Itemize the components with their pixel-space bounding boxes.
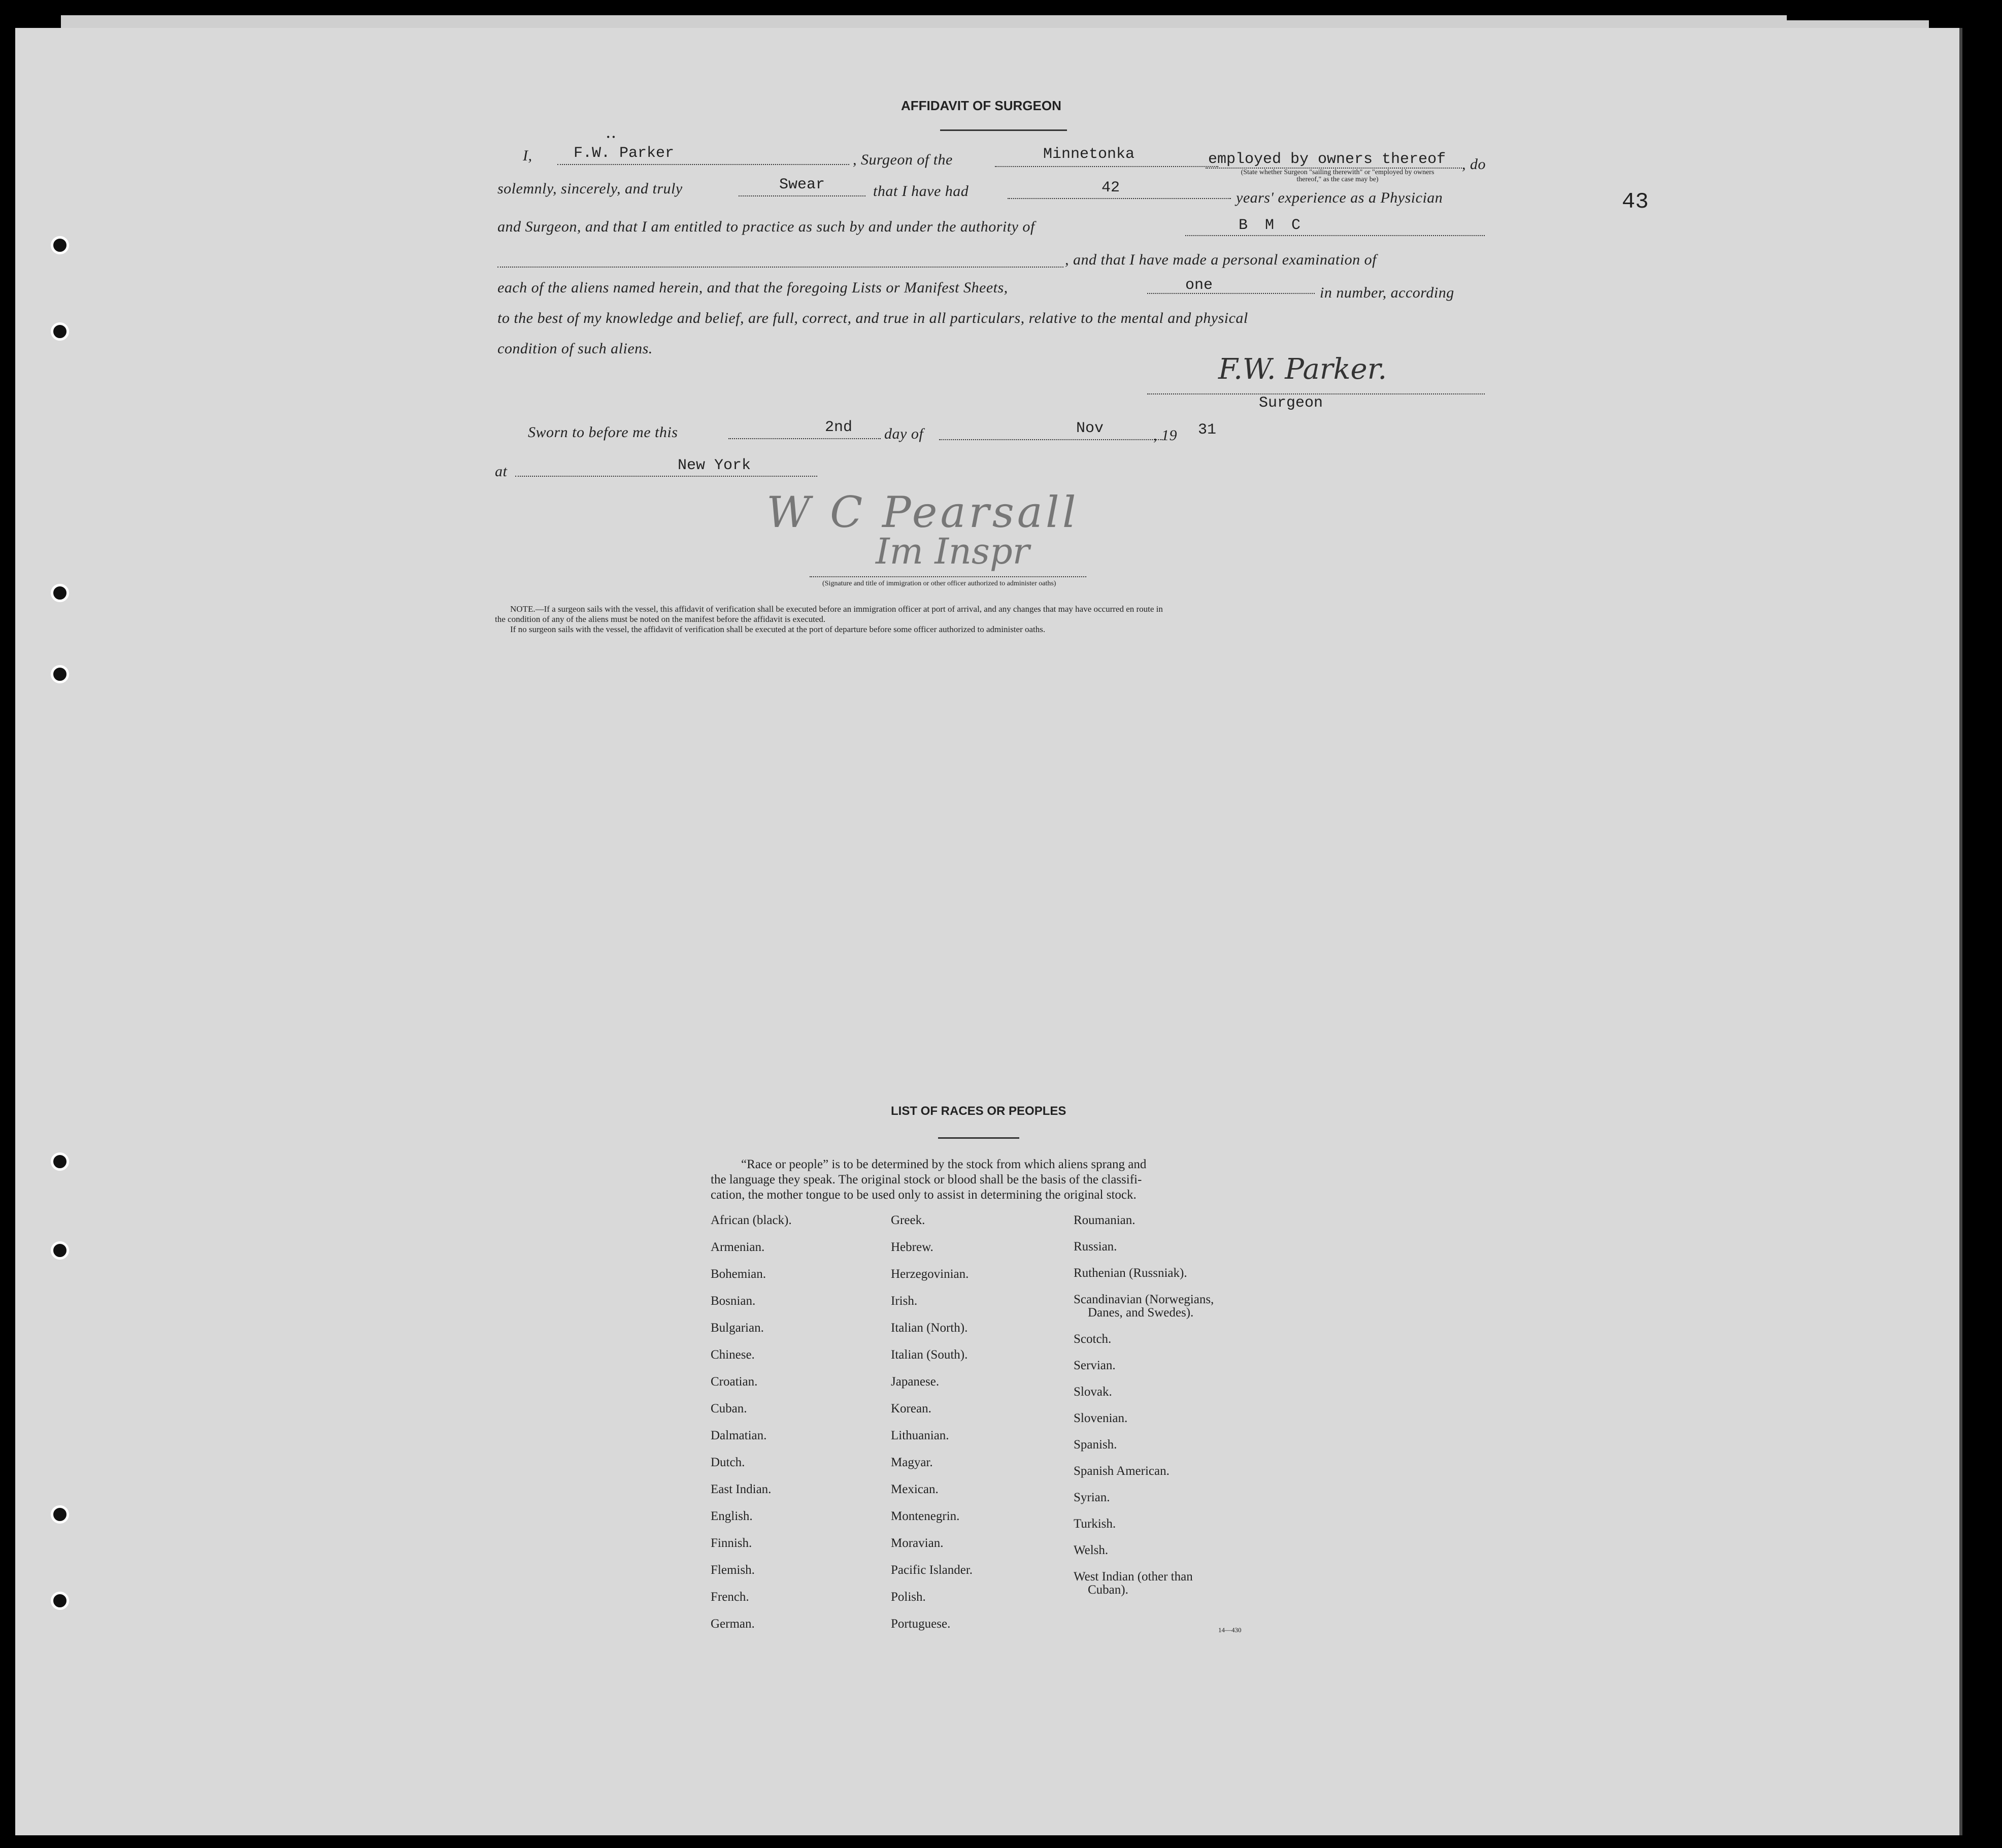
title-rule [940,129,1067,131]
list-item: Chinese. [711,1348,755,1362]
sworn-place: New York [678,457,751,474]
text-and-surgeon: and Surgeon, and that I am entitled to practice as such by and under the authority of [497,218,1035,235]
list-item: Slovak. [1074,1385,1112,1399]
list-item: English. [711,1509,753,1523]
officer-signature-line [810,576,1086,577]
text-and-that: , and that I have made a personal examination of [1065,251,1377,268]
text-condition: condition of such aliens. [497,340,653,357]
text-that-had: that I have had [873,183,969,200]
field-line [515,476,817,477]
oath-type: Swear [779,176,825,193]
list-item: Polish. [891,1590,926,1604]
officer-caption: (Signature and title of immigration or other officer authorized to administer oaths) [822,580,1056,587]
page-number: 43 [1622,189,1649,215]
surgeon-name: F.W. Parker [574,145,675,162]
signature-caption: Surgeon [1259,394,1323,412]
race-list-col1 [711,1213,792,1644]
list-item: Finnish. [711,1536,752,1550]
list-item: Mexican. [891,1482,939,1496]
list-item: Welsh. [1074,1543,1109,1557]
race-list-col3 [1074,1213,1214,1596]
list-item: Dalmatian. [711,1429,767,1442]
list-item: Moravian. [891,1536,944,1550]
binder-hole-icon [51,1152,69,1171]
list-item: Pacific Islander. [891,1563,973,1577]
list-item: Greek. [891,1213,925,1227]
list-item: Scotch. [1074,1332,1112,1346]
races-intro-2: the language they speak. The original stock or blood shall be the basis of the classifi- [711,1173,1142,1186]
races-title: LIST OF RACES OR PEOPLES [891,1104,1066,1118]
text-i: I, [523,147,532,164]
text-years-exp: years' experience as a Physician [1236,189,1443,206]
text-surgeon-of: , Surgeon of the [853,151,953,168]
list-item: Herzegovinian. [891,1267,969,1281]
list-item: East Indian. [711,1482,772,1496]
field-line [497,267,1063,268]
sworn-month: Nov [1076,420,1104,437]
list-item: Roumanian. [1074,1213,1136,1227]
employment-status: employed by owners thereof [1208,151,1446,168]
races-intro-3: cation, the mother tongue to be used only to assist in determining the original stock. [711,1188,1137,1202]
sworn-year: 31 [1198,421,1217,439]
document-page [15,28,1962,1835]
list-item: Turkish. [1074,1517,1116,1531]
list-item: Spanish American. [1074,1464,1170,1478]
list-item: Russian. [1074,1240,1117,1253]
binder-hole-icon [51,1241,69,1260]
list-item: Italian (North). [891,1321,968,1335]
list-item: Flemish. [711,1563,755,1577]
field-line [739,195,865,196]
field-line [557,164,849,165]
race-list-col2 [891,1213,973,1644]
field-line [995,166,1218,167]
text-solemnly: solemnly, sincerely, and truly [497,180,683,197]
list-item: Servian. [1074,1359,1116,1372]
list-item: Lithuanian. [891,1429,949,1442]
list-item: Croatian. [711,1375,758,1389]
text-do: , do [1462,156,1486,173]
field-line [1185,235,1485,236]
note-line-3: If no surgeon sails with the vessel, the affidavit of verification shall be executed at the port of departure before some officer authorized to administer oaths. [510,624,1046,634]
field-line [1147,293,1315,294]
list-item: Armenian. [711,1240,765,1254]
note-line-2: the condition of any of the aliens must be noted on the manifest before the affidavit is executed. [495,614,826,624]
list-item: African (black). [711,1213,792,1227]
list-item: Italian (South). [891,1348,968,1362]
list-item: French. [711,1590,749,1604]
list-item: Bosnian. [711,1294,756,1308]
affidavit-title: AFFIDAVIT OF SURGEON [901,98,1061,113]
officer-title-handwritten: Im Inspr [876,531,1030,572]
text-at: at [495,463,508,480]
form-code: 14—430 [1218,1626,1242,1634]
list-item: Hebrew. [891,1240,933,1254]
list-item: Scandinavian (Norwegians, [1074,1293,1214,1306]
list-item: German. [711,1617,755,1631]
list-item: Slovenian. [1074,1411,1128,1425]
list-item: Syrian. [1074,1491,1110,1504]
authority: B M C [1239,217,1305,234]
employment-hint: (State whether Surgeon "sailing therewith" or "employed by owners thereof," as the case may be) [1241,169,1434,183]
list-item: Cuban). [1088,1583,1128,1597]
vessel-name: Minnetonka [1043,146,1135,163]
list-item: Korean. [891,1402,931,1415]
binder-hole-icon [51,1505,69,1524]
binder-hole-icon [51,322,69,341]
list-item: Ruthenian (Russniak). [1074,1266,1187,1280]
field-line [728,438,881,439]
text-sworn: Sworn to before me this [528,424,678,441]
text-19: , 19 [1153,427,1177,444]
text-each: each of the aliens named herein, and that the foregoing Lists or Manifest Sheets, [497,279,1008,296]
officer-signature: W C Pearsall [766,487,1079,537]
list-item: Spanish. [1074,1438,1117,1451]
races-title-rule [938,1137,1019,1139]
note-line-1: NOTE.—If a surgeon sails with the vessel, this affidavit of verification shall be executed before an immigration officer at port of arrival, and any changes that may have occurred en route in [510,604,1163,614]
list-item: Irish. [891,1294,918,1308]
field-line [1008,198,1231,199]
list-item: Japanese. [891,1375,940,1389]
list-item: Cuban. [711,1402,747,1415]
list-item: West Indian (other than [1074,1570,1193,1583]
list-item: Bohemian. [711,1267,766,1281]
races-intro-1: “Race or people” is to be determined by the stock from which aliens sprang and [741,1158,1147,1171]
binder-hole-icon [51,236,69,254]
binder-hole-icon [51,1592,69,1610]
stray-dots: • • [607,132,616,142]
list-item: Danes, and Swedes). [1088,1306,1194,1319]
sheet-count: one [1185,277,1213,294]
field-line [939,439,1162,440]
list-item: Dutch. [711,1456,745,1469]
text-day-of: day of [884,425,924,442]
surgeon-signature: F.W. Parker. [1218,353,1387,386]
list-item: Magyar. [891,1456,933,1469]
sworn-day: 2nd [825,419,853,436]
binder-hole-icon [51,584,69,602]
binder-hole-icon [51,665,69,683]
years-experience: 42 [1102,179,1120,196]
text-in-number: in number, according [1320,284,1454,301]
list-item: Montenegrin. [891,1509,960,1523]
list-item: Portuguese. [891,1617,951,1631]
list-item: Bulgarian. [711,1321,764,1335]
text-best: to the best of my knowledge and belief, are full, correct, and true in all particulars, relative to the mental and physical [497,310,1248,326]
